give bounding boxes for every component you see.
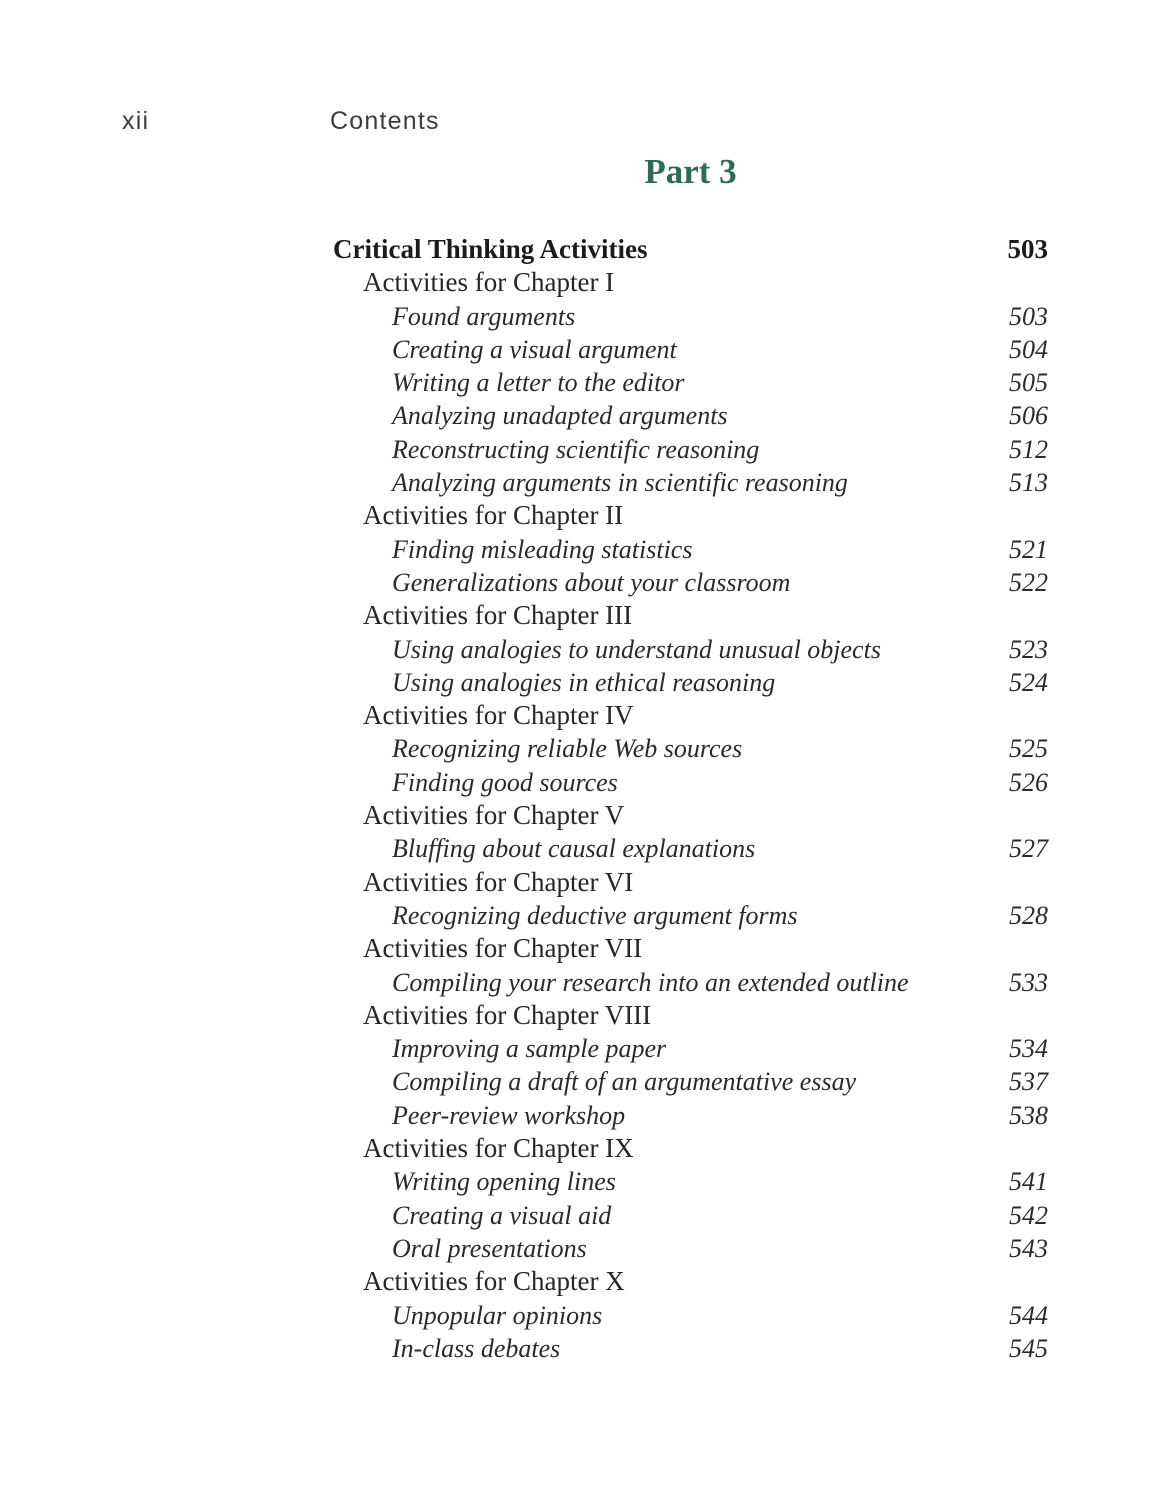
toc-activity-label: Peer-review workshop <box>392 1100 626 1130</box>
toc-activity-label: Analyzing arguments in scientific reasoning <box>392 468 848 498</box>
toc-activity-page-number: 528 <box>1009 900 1048 930</box>
toc-activity-row <box>333 566 1048 599</box>
toc-activity-row <box>333 633 1048 666</box>
toc-activity-label: Finding good sources <box>392 767 618 797</box>
toc-activity-label: Unpopular opinions <box>392 1300 603 1330</box>
toc-activity-label: Using analogies to understand unusual objects <box>392 634 881 664</box>
toc-activity-label: Reconstructing scientific reasoning <box>392 434 760 464</box>
toc-activity-label: Analyzing unadapted arguments <box>392 401 728 431</box>
toc-chapter-heading <box>333 599 1048 632</box>
toc-chapter-heading-label: Activities for Chapter V <box>363 800 625 831</box>
toc-activity-row <box>333 1165 1048 1198</box>
running-header <box>0 106 1167 136</box>
toc-chapter-heading <box>333 999 1048 1032</box>
table-of-contents <box>333 233 1048 1365</box>
toc-chapter-heading-label: Activities for Chapter III <box>363 600 633 631</box>
toc-activity-label: Oral presentations <box>392 1233 587 1263</box>
toc-activity-row <box>333 1199 1048 1232</box>
toc-chapter-heading-label: Activities for Chapter VII <box>363 933 643 964</box>
toc-activity-label: Bluffing about causal explanations <box>392 834 756 864</box>
toc-activity-label: In-class debates <box>392 1333 561 1363</box>
toc-chapter-heading <box>333 699 1048 732</box>
toc-part-title: Critical Thinking Activities <box>333 234 648 264</box>
toc-chapter-heading-label: Activities for Chapter IV <box>363 700 634 731</box>
toc-chapter-heading-label: Activities for Chapter IX <box>363 1133 634 1164</box>
toc-activity-page-number: 504 <box>1009 334 1048 364</box>
toc-activity-page-number: 537 <box>1009 1067 1048 1097</box>
toc-activity-row <box>333 300 1048 333</box>
toc-activity-label: Recognizing reliable Web sources <box>392 734 743 764</box>
toc-chapter-heading <box>333 866 1048 899</box>
toc-activity-page-number: 534 <box>1009 1034 1048 1064</box>
toc-activity-page-number: 521 <box>1009 534 1048 564</box>
toc-activity-page-number: 533 <box>1009 967 1048 997</box>
toc-activity-row <box>333 1232 1048 1265</box>
toc-activity-page-number: 543 <box>1009 1233 1048 1263</box>
toc-activity-page-number: 505 <box>1009 368 1048 398</box>
toc-activity-page-number: 527 <box>1009 834 1048 864</box>
toc-activity-label: Finding misleading statistics <box>392 534 693 564</box>
toc-activity-row <box>333 533 1048 566</box>
toc-activity-row <box>333 732 1048 765</box>
toc-activity-page-number: 513 <box>1009 468 1048 498</box>
toc-chapter-heading <box>333 1265 1048 1298</box>
toc-activity-label: Recognizing deductive argument forms <box>392 900 798 930</box>
toc-activity-row <box>333 1065 1048 1098</box>
toc-activity-page-number: 522 <box>1009 567 1048 597</box>
toc-activity-page-number: 503 <box>1009 301 1048 331</box>
toc-activity-row <box>333 333 1048 366</box>
toc-activity-page-number: 541 <box>1009 1167 1048 1197</box>
toc-chapter-heading-label: Activities for Chapter X <box>363 1266 625 1297</box>
toc-chapter-heading <box>333 799 1048 832</box>
toc-activity-row <box>333 832 1048 865</box>
toc-activity-label: Writing opening lines <box>392 1167 616 1197</box>
toc-activity-label: Compiling a draft of an argumentative essay <box>392 1067 857 1097</box>
toc-activity-page-number: 523 <box>1009 634 1048 664</box>
toc-chapter-heading <box>333 1132 1048 1165</box>
page-folio: xii <box>122 107 150 135</box>
running-head-title: Contents <box>330 107 440 135</box>
toc-part-page-number: 503 <box>1007 234 1048 264</box>
toc-activity-row <box>333 1332 1048 1365</box>
toc-chapter-heading-label: Activities for Chapter VI <box>363 866 634 897</box>
toc-activity-row <box>333 433 1048 466</box>
toc-activity-page-number: 512 <box>1009 434 1048 464</box>
part-heading: Part 3 <box>644 152 737 191</box>
toc-activity-row <box>333 366 1048 399</box>
toc-chapter-heading-label: Activities for Chapter VIII <box>363 999 652 1030</box>
toc-chapter-heading-label: Activities for Chapter II <box>363 500 624 531</box>
toc-activity-row <box>333 399 1048 432</box>
toc-activity-label: Improving a sample paper <box>392 1034 667 1064</box>
toc-chapter-heading <box>333 499 1048 532</box>
toc-activity-page-number: 542 <box>1009 1200 1048 1230</box>
toc-activity-page-number: 526 <box>1009 767 1048 797</box>
toc-activity-label: Writing a letter to the editor <box>392 368 685 398</box>
toc-activity-row <box>333 1099 1048 1132</box>
toc-chapter-heading-label: Activities for Chapter I <box>363 267 615 298</box>
toc-activity-label: Creating a visual argument <box>392 334 677 364</box>
toc-activity-page-number: 538 <box>1009 1100 1048 1130</box>
toc-part-row <box>333 233 1048 266</box>
toc-activity-page-number: 506 <box>1009 401 1048 431</box>
toc-activity-label: Creating a visual aid <box>392 1200 612 1230</box>
toc-activity-label: Found arguments <box>392 301 576 331</box>
toc-chapter-heading <box>333 932 1048 965</box>
toc-activity-label: Using analogies in ethical reasoning <box>392 667 776 697</box>
toc-activity-row <box>333 1032 1048 1065</box>
toc-activity-page-number: 525 <box>1009 734 1048 764</box>
toc-activity-page-number: 544 <box>1009 1300 1048 1330</box>
toc-activity-page-number: 545 <box>1009 1333 1048 1363</box>
toc-activity-row <box>333 1299 1048 1332</box>
toc-activity-row <box>333 466 1048 499</box>
toc-activity-label: Generalizations about your classroom <box>392 567 791 597</box>
toc-activity-row <box>333 966 1048 999</box>
toc-activity-label: Compiling your research into an extended outline <box>392 967 909 997</box>
toc-chapter-heading <box>333 266 1048 299</box>
toc-activity-row <box>333 899 1048 932</box>
toc-activity-row <box>333 766 1048 799</box>
toc-activity-page-number: 524 <box>1009 667 1048 697</box>
toc-activity-row <box>333 666 1048 699</box>
